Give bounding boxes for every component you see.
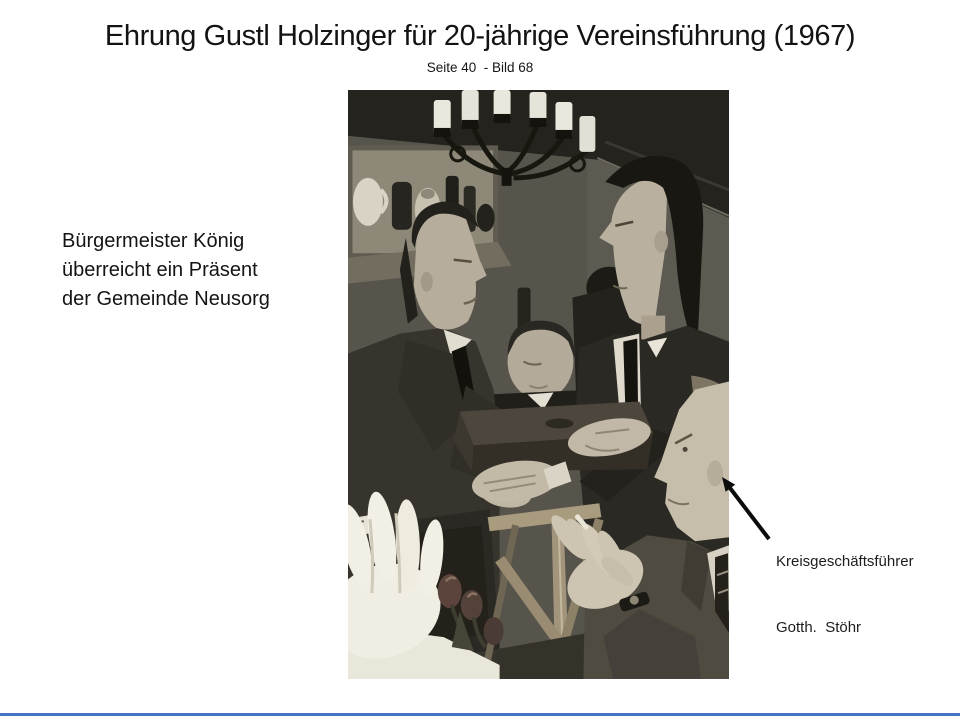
left-caption-line: Bürgermeister König — [62, 230, 245, 252]
slide-subtitle: Seite 40 - Bild 68 — [426, 60, 534, 75]
annotation-line: Gotth. Stöhr — [776, 619, 862, 636]
annotation-caption — [776, 507, 914, 683]
slide-title: Ehrung Gustl Holzinger für 20-jährige Vereinsführung (1967) — [104, 20, 856, 52]
left-caption-line: überreicht ein Präsent — [62, 259, 258, 281]
left-caption — [62, 227, 270, 314]
ceremony-photo — [348, 90, 729, 679]
ceremony-photo-art — [348, 90, 729, 679]
annotation-line: Kreisgeschäftsführer — [776, 553, 914, 570]
footer-accent-line — [0, 713, 960, 716]
left-caption-line: der Gemeinde Neusorg — [62, 288, 270, 310]
